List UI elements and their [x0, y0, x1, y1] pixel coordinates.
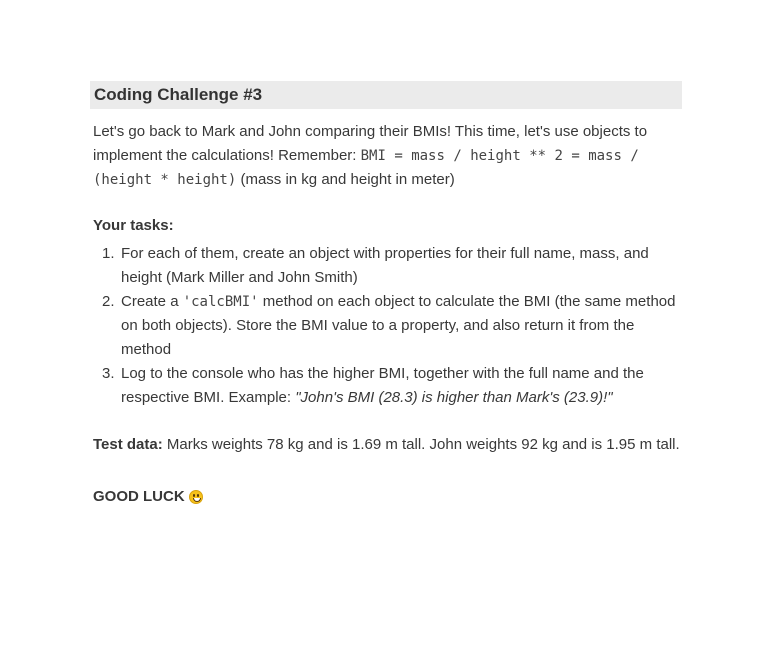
- task-item: [90, 362, 682, 410]
- task-text: [121, 362, 682, 410]
- task-number: 3.: [102, 365, 115, 382]
- intro-text: Let's go back to Mark and John comparing their BMIs! This time, let's use objects to implement the calculations! Remember:: [93, 123, 648, 164]
- task-item: [90, 290, 682, 362]
- task-number: 2.: [102, 293, 115, 310]
- test-data-paragraph: [90, 433, 682, 457]
- good-luck-line: [90, 485, 682, 509]
- challenge-document: [90, 81, 682, 509]
- task-text-before: Create a: [121, 293, 183, 310]
- task-text: For each of them, create an object with properties for their full name, mass, and height (Mark Miller and John Smith): [121, 245, 649, 286]
- task-item: [90, 242, 682, 290]
- task-text-after: method on each object to calculate the BMI (the same method on both objects). Store the BMI value to a property, and also return it from the method: [121, 293, 676, 358]
- intro-paragraph: [90, 120, 682, 192]
- example-output: "John's BMI (28.3) is higher than Mark's (23.9)!": [295, 389, 613, 406]
- tasks-heading: Your tasks:: [93, 217, 174, 234]
- bmi-formula: BMI = mass / height ** 2 = mass / (height * height): [93, 148, 639, 188]
- intro-units-text: (mass in kg and height in meter): [236, 171, 455, 188]
- task-text-before: Log to the console who has the higher BMI, together with the full name and the respective BMI. Example:: [121, 365, 644, 406]
- task-number: 1.: [102, 245, 115, 262]
- test-data-label: Test data:: [93, 436, 163, 453]
- calcbmi-code: 'calcBMI': [182, 294, 259, 310]
- grinning-face-icon: [189, 490, 203, 504]
- test-data-text: Marks weights 78 kg and is 1.69 m tall. John weights 92 kg and is 1.95 m tall.: [162, 436, 680, 453]
- task-text: [121, 290, 682, 362]
- good-luck-text: GOOD LUCK: [93, 488, 185, 505]
- tasks-list: [90, 242, 682, 410]
- challenge-title: Coding Challenge #3: [90, 81, 682, 109]
